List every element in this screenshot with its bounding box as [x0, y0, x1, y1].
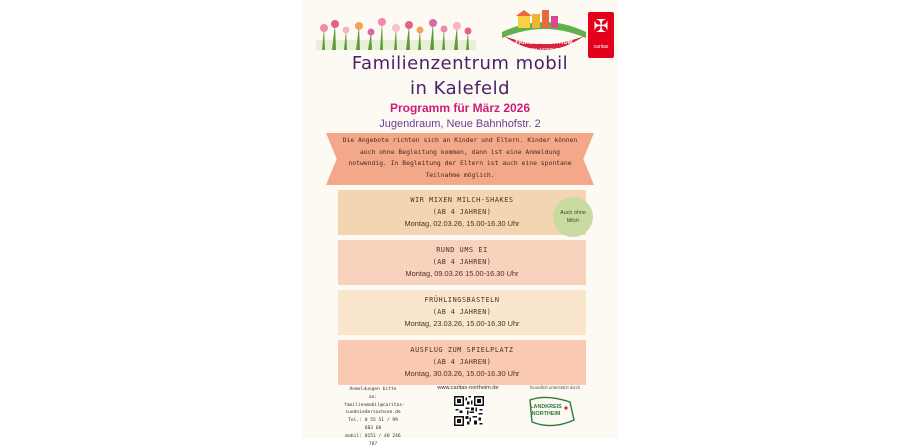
contact-info: Anmeldungen bitte an: familienmobil@caritas- suedniedersachsen.de Tel.: 0 55 51 / 99 683 60 mobil: 0151 / 40 246 787: [344, 387, 405, 447]
website-link[interactable]: www.caritas-northeim.de: [437, 385, 499, 391]
event-title: FRÜHLINGSBASTELN: [424, 296, 500, 304]
location-text: Jugendraum, Neue Bahnhofstr. 2: [379, 118, 541, 130]
note-bubble: Auch ohne Milch: [553, 197, 593, 237]
event-card: [338, 240, 586, 285]
event-date: Montag, 23.03.26, 15.00-16.30 Uhr: [404, 319, 520, 328]
caritas-logo: [588, 12, 614, 58]
qr-code-icon[interactable]: [454, 396, 484, 426]
funded-by-label: freundlich unterstützt durch: [529, 385, 581, 390]
svg-text:FAMILIENZENTRUM: FAMILIENZENTRUM: [515, 40, 573, 46]
event-date: Montag, 02.03.26, 15.00-16.30 Uhr: [404, 219, 520, 228]
caritas-cross-icon: ✠: [593, 16, 609, 37]
svg-text:MOBIL NORTHEIM: MOBIL NORTHEIM: [524, 47, 564, 52]
event-date: Montag, 09.03.26 15.00-16.30 Uhr: [405, 269, 519, 278]
page-title-line2: in Kalefeld: [409, 78, 511, 99]
intro-text: Die Angebote richten sich an Kinder und Eltern. Kinder können auch ohne Begleitung kommen, dann ist eine Anmeldung notwendig. In Begleitung der Eltern ist auch eine spontane Teilnahme möglich.: [342, 136, 578, 179]
program-subtitle: Programm für März 2026: [389, 101, 531, 115]
flower-meadow-illustration: [316, 14, 476, 50]
event-date: Montag, 30.03.26, 15.00-16.30 Uhr: [404, 369, 520, 378]
page-title-line1: Familienzentrum mobil: [351, 53, 569, 74]
event-title: WIR MIXEN MILCH-SHAKES: [410, 196, 514, 204]
event-age: (AB 4 JAHREN): [432, 308, 492, 316]
event-card: [338, 190, 586, 235]
event-age: (AB 4 JAHREN): [432, 208, 492, 216]
event-age: (AB 4 JAHREN): [432, 358, 492, 366]
familienzentrum-logo: [498, 6, 590, 58]
event-card: [338, 340, 586, 385]
event-title: AUSFLUG ZUM SPIELPLATZ: [410, 346, 514, 354]
event-age: (AB 4 JAHREN): [432, 258, 492, 266]
caritas-wordmark: caritas: [593, 44, 609, 50]
landkreis-text: LANDKREIS NORTHEIM: [530, 404, 562, 417]
event-title: RUND UMS EI: [436, 246, 488, 254]
event-card: [338, 290, 586, 335]
flyer: [302, 0, 618, 447]
